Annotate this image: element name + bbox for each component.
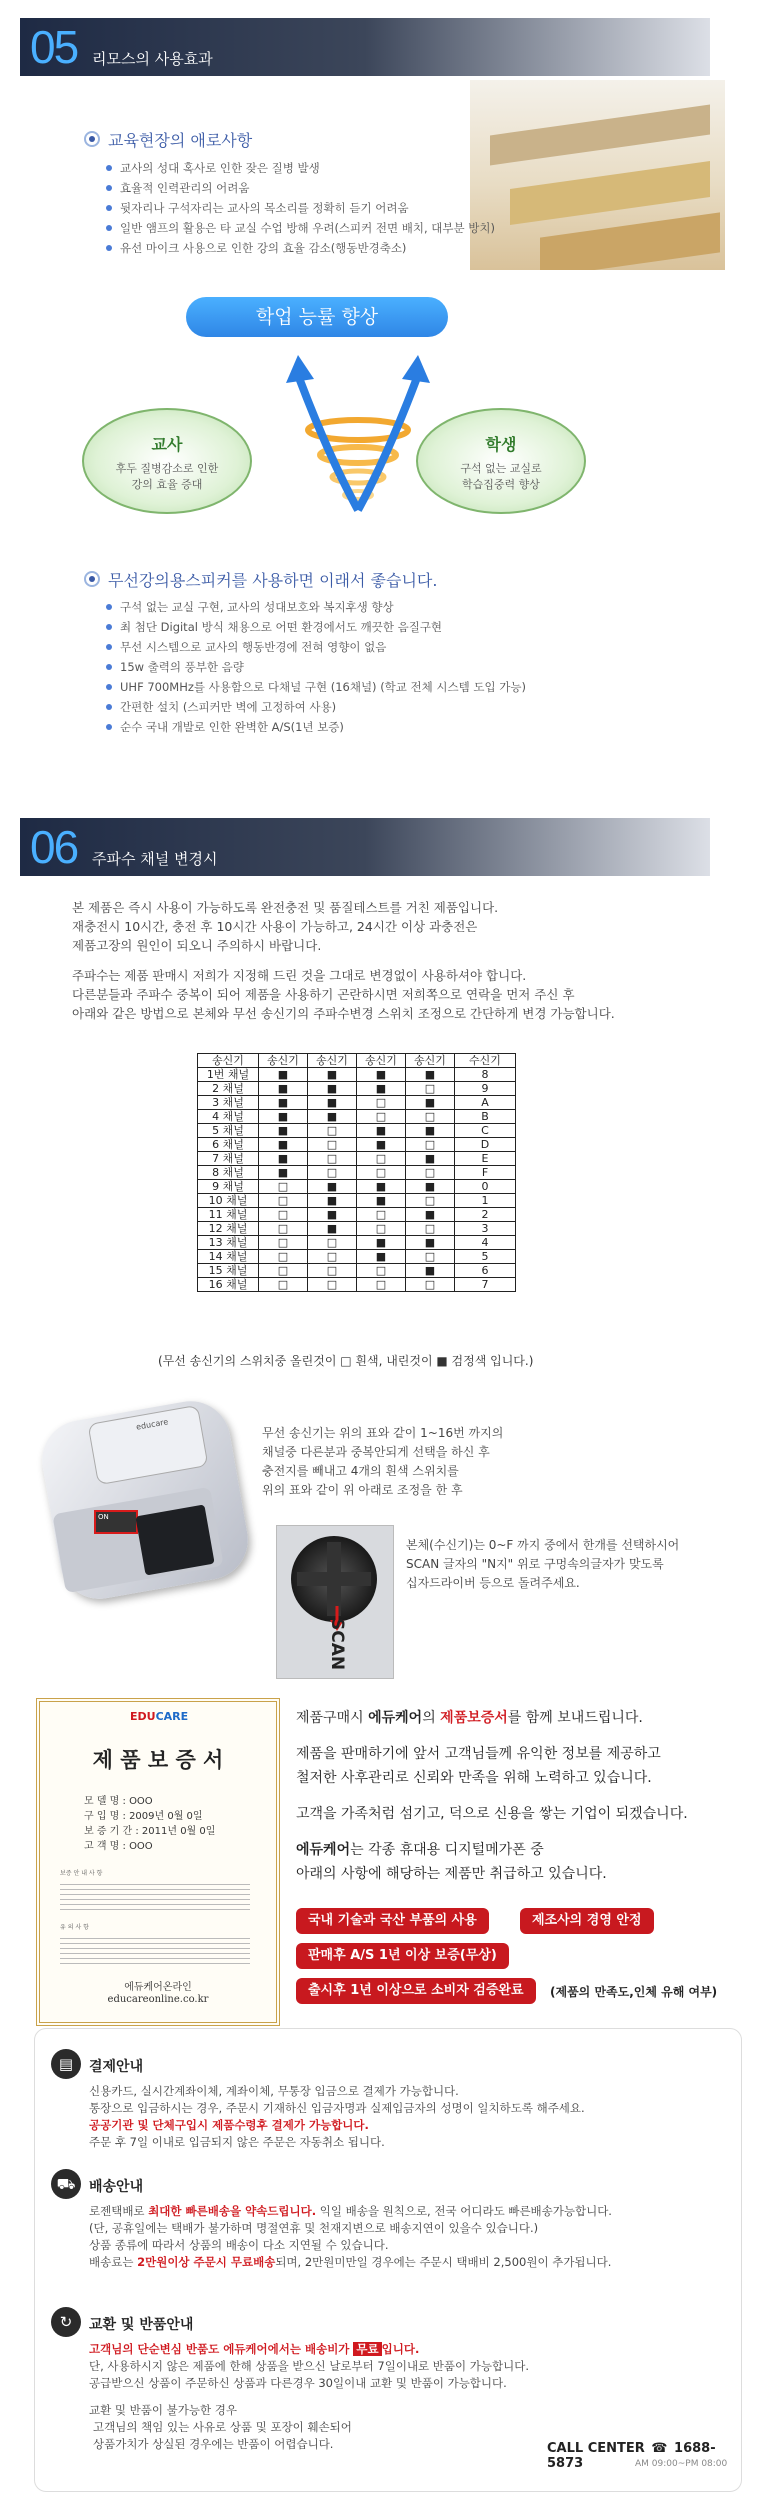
channel-cell: 14 채널 bbox=[198, 1250, 259, 1264]
table-row bbox=[198, 1208, 516, 1222]
channel-cell: 4 채널 bbox=[198, 1110, 259, 1124]
list-item: 간편한 설치 (스피커만 벽에 고정하여 사용) bbox=[106, 697, 526, 717]
device-brand: educare bbox=[135, 1417, 169, 1432]
switch-cell: □ bbox=[357, 1222, 406, 1236]
receiver-cell: 8 bbox=[455, 1068, 516, 1082]
switch-cell: ■ bbox=[259, 1138, 308, 1152]
cert-company: 에듀케어온라인 bbox=[124, 1982, 192, 1993]
table-caption: (무선 송신기의 스위치중 올린것이 □ 흰색, 내린것이 ■ 검정색 입니다.) bbox=[158, 1354, 534, 1368]
col-header: 송신기 bbox=[198, 1054, 259, 1068]
teacher-line2: 강의 효율 증대 bbox=[131, 478, 203, 491]
frequency-table bbox=[197, 1053, 516, 1292]
switch-cell: □ bbox=[406, 1250, 455, 1264]
receiver-cell: 3 bbox=[455, 1222, 516, 1236]
channel-cell: 12 채널 bbox=[198, 1222, 259, 1236]
feature-note: (제품의 만족도,인체 유해 여부) bbox=[550, 1985, 718, 1999]
intro-paragraph-1: 본 제품은 즉시 사용이 가능하도록 완전충전 및 품질테스트를 거친 제품입니다. 재충전시 10시간, 충전 후 10시간 사용이 가능하고, 24시간 이상 과충전은 제품고장의 원인이 되오니 주의하시 바랍니다. bbox=[72, 900, 499, 953]
list-item: 유선 마이크 사용으로 인한 강의 효율 감소(행동반경축소) bbox=[106, 238, 495, 258]
scan-label: SCAN bbox=[327, 1618, 347, 1671]
switch-cell: □ bbox=[357, 1152, 406, 1166]
section-title: 리모스의 사용효과 bbox=[92, 50, 213, 68]
channel-cell: 5 채널 bbox=[198, 1124, 259, 1138]
switch-cell: □ bbox=[259, 1278, 308, 1292]
switch-cell: ■ bbox=[357, 1082, 406, 1096]
cert-section2: 유 의 사 항 bbox=[60, 1924, 89, 1931]
delivery-body: 로젠택배로 최대한 빠른배송을 약속드립니다. 익일 배송을 원칙으로, 전국 어디라도 빠른배송가능합니다. (단, 공휴일에는 택배가 불가하며 명절연휴 및 천재지변으로 배송지연이 있을수 있습니다.) 상품 종류에 따라서 상품의 배송이 다소 지연될 수 있습니다. 배송료는 2만원이상 주문시 무료배송되며, 2만원미만일 경우에는 주문시 택배비 2,500원이 추가됩니다. bbox=[89, 2204, 612, 2269]
teacher-oval bbox=[82, 408, 252, 514]
receiver-cell: 2 bbox=[455, 1208, 516, 1222]
benefits-title: 무선강의용스피커를 사용하면 이래서 좋습니다. bbox=[84, 568, 437, 591]
teacher-title: 교사 bbox=[151, 435, 183, 454]
switch-cell: □ bbox=[357, 1096, 406, 1110]
switch-cell: ■ bbox=[357, 1124, 406, 1138]
switch-cell: ■ bbox=[406, 1152, 455, 1166]
channel-cell: 11 채널 bbox=[198, 1208, 259, 1222]
receiver-cell: 0 bbox=[455, 1180, 516, 1194]
list-item: 최 첨단 Digital 방식 채용으로 어떤 환경에서도 깨끗한 음질구현 bbox=[106, 617, 526, 637]
switch-cell: ■ bbox=[259, 1096, 308, 1110]
switch-cell: □ bbox=[308, 1236, 357, 1250]
receiver-cell: A bbox=[455, 1096, 516, 1110]
switch-cell: ■ bbox=[259, 1166, 308, 1180]
switch-cell: □ bbox=[308, 1166, 357, 1180]
difficulties-list bbox=[106, 158, 495, 258]
warranty-text: 제품구매시 에듀케어의 제품보증서를 함께 보내드립니다. 제품을 판매하기에 앞서 고객님들께 유익한 정보를 제공하고 철저한 사후관리로 신뢰와 만족을 위해 노력하고 있습니다. 고객을 가족처럼 섬기고, 덕으로 신용을 쌓는 기업이 되겠습니다. 에듀케어는 각종 휴대용 디지털메가폰 중 아래의 사항에 해당하는 제품만 취급하고 있습니다. bbox=[296, 1710, 688, 1882]
switch-cell: ■ bbox=[259, 1110, 308, 1124]
payment-body: 신용카드, 실시간계좌이체, 계좌이체, 무통장 입금으로 결제가 가능합니다. 통장으로 입금하시는 경우, 주문시 기재하신 입금자명과 실제입금자의 성명이 일치하도록 해주세요. 공공기관 및 단체구입시 제품수령후 결제가 가능합니다. 주문 후 7일 이내로 입금되지 않은 주문은 자동취소 됩니다. bbox=[89, 2084, 585, 2149]
list-item: 교사의 성대 혹사로 인한 잦은 질병 발생 bbox=[106, 158, 495, 178]
table-row bbox=[198, 1096, 516, 1110]
receiver-cell: 4 bbox=[455, 1236, 516, 1250]
feature-badge-as: 판매후 A/S 1년 이상 보증(무상) bbox=[296, 1943, 509, 1969]
table-row bbox=[198, 1180, 516, 1194]
table-row bbox=[198, 1250, 516, 1264]
receiver-cell: E bbox=[455, 1152, 516, 1166]
channel-cell: 7 채널 bbox=[198, 1152, 259, 1166]
list-item: 15w 출력의 풍부한 음량 bbox=[106, 657, 526, 677]
transmitter-device-image bbox=[40, 1400, 250, 1600]
switch-cell: □ bbox=[357, 1166, 406, 1180]
student-oval bbox=[416, 408, 586, 514]
switch-cell: ■ bbox=[259, 1082, 308, 1096]
intro-paragraph-2: 주파수는 제품 판매시 저희가 지정해 드린 것을 그대로 변경없이 사용하셔야 합니다. 다른분들과 주파수 중복이 되어 제품을 사용하기 곤란하시면 저희쪽으로 연락을 먼저 주신 후 아래와 같은 방법으로 본체와 무선 송신기의 주파수변경 스위치 조정으로 간단하게 변경 가능합니다. bbox=[72, 968, 615, 1021]
col-header: 송신기 bbox=[357, 1054, 406, 1068]
list-item: 효율적 인력관리의 어려움 bbox=[106, 178, 495, 198]
switch-cell: □ bbox=[357, 1278, 406, 1292]
section-number: 05 bbox=[30, 21, 78, 73]
teacher-line1: 후두 질병감소로 인한 bbox=[115, 462, 219, 475]
feature-badge-verified: 출시후 1년 이상으로 소비자 검증완료 bbox=[296, 1978, 536, 2004]
table-header-row bbox=[198, 1054, 516, 1068]
call-hours: AM 09:00~PM 08:00 bbox=[635, 2459, 728, 2469]
switch-cell: □ bbox=[259, 1194, 308, 1208]
receiver-cell: 6 bbox=[455, 1264, 516, 1278]
notice-box bbox=[34, 2028, 742, 2492]
list-item: UHF 700MHz를 사용함으로 다채널 구현 (16채널) (학교 전체 시스템 도입 가능) bbox=[106, 677, 526, 697]
receiver-cell: 1 bbox=[455, 1194, 516, 1208]
switch-cell: ■ bbox=[357, 1138, 406, 1152]
feature-badge-domestic-tech: 국내 기술과 국산 부품의 사용 bbox=[296, 1908, 489, 1934]
channel-cell: 15 채널 bbox=[198, 1264, 259, 1278]
switch-cell: □ bbox=[357, 1264, 406, 1278]
table-row bbox=[198, 1110, 516, 1124]
switch-cell: □ bbox=[308, 1250, 357, 1264]
transmitter-instructions: 무선 송신기는 위의 표와 같이 1~16번 까지의 채널중 다른분과 중복안되게 선택을 하신 후 충전지를 빼내고 4개의 흰색 스위치를 위의 표와 같이 위 아래로 조정을 한 후 bbox=[262, 1426, 504, 1497]
channel-cell: 3 채널 bbox=[198, 1096, 259, 1110]
cert-fields: 모 델 명 : OOO 구 입 명 : 2009년 0월 0일 보 증 기 간 : 2011년 0월 0일 고 객 명 : OOO bbox=[84, 1796, 216, 1852]
switch-cell: ■ bbox=[308, 1222, 357, 1236]
channel-cell: 16 채널 bbox=[198, 1278, 259, 1292]
channel-cell: 1번 채널 bbox=[198, 1068, 259, 1082]
table-row bbox=[198, 1264, 516, 1278]
payment-icon: ▤ bbox=[51, 2049, 81, 2079]
switch-cell: ■ bbox=[357, 1068, 406, 1082]
switch-cell: □ bbox=[357, 1208, 406, 1222]
bullet-icon bbox=[84, 131, 100, 147]
bullet-icon bbox=[84, 571, 100, 587]
channel-cell: 9 채널 bbox=[198, 1180, 259, 1194]
switch-cell: □ bbox=[406, 1222, 455, 1236]
channel-cell: 2 채널 bbox=[198, 1082, 259, 1096]
improvement-pill: 학업 능률 향상 bbox=[186, 297, 448, 337]
cert-url: educareonline.co.kr bbox=[107, 1994, 209, 2005]
switch-cell: □ bbox=[259, 1222, 308, 1236]
switch-cell: □ bbox=[308, 1152, 357, 1166]
section-title: 주파수 채널 변경시 bbox=[92, 850, 218, 868]
benefits-list bbox=[106, 597, 526, 737]
switch-cell: ■ bbox=[259, 1068, 308, 1082]
table-row bbox=[198, 1194, 516, 1208]
cert-logo: EDUCARE bbox=[130, 1710, 189, 1723]
table-row bbox=[198, 1222, 516, 1236]
switch-cell: ■ bbox=[308, 1208, 357, 1222]
switch-cell: □ bbox=[259, 1250, 308, 1264]
switch-cell: ■ bbox=[308, 1082, 357, 1096]
receiver-cell: 7 bbox=[455, 1278, 516, 1292]
channel-cell: 10 채널 bbox=[198, 1194, 259, 1208]
exchange-icon: ↻ bbox=[51, 2307, 81, 2337]
switch-cell: □ bbox=[308, 1264, 357, 1278]
table-row bbox=[198, 1082, 516, 1096]
switch-cell: ■ bbox=[406, 1068, 455, 1082]
cert-section1: 보증 안 내 사 항 bbox=[60, 1870, 103, 1877]
switch-cell: ■ bbox=[406, 1236, 455, 1250]
classroom-image bbox=[470, 80, 725, 270]
list-item: 일반 앰프의 활용은 타 교실 수업 방해 우려(스피커 전면 배치, 대부분 방치) bbox=[106, 218, 495, 238]
receiver-cell: F bbox=[455, 1166, 516, 1180]
receiver-cell: C bbox=[455, 1124, 516, 1138]
receiver-cell: D bbox=[455, 1138, 516, 1152]
switch-cell: ■ bbox=[406, 1208, 455, 1222]
payment-title: 결제안내 bbox=[89, 2059, 144, 2075]
switch-cell: □ bbox=[406, 1166, 455, 1180]
list-item: 무선 시스템으로 교사의 행동반경에 전혀 영향이 없음 bbox=[106, 637, 526, 657]
section-06-header bbox=[20, 818, 710, 876]
switch-cell: ■ bbox=[308, 1068, 357, 1082]
phone-icon: ☎ bbox=[651, 2441, 668, 2456]
list-item: 뒷자리나 구석자리는 교사의 목소리를 정확히 듣기 어려움 bbox=[106, 198, 495, 218]
exchange-title: 교환 및 반품안내 bbox=[89, 2317, 194, 2333]
table-row bbox=[198, 1138, 516, 1152]
switch-cell: ■ bbox=[357, 1194, 406, 1208]
table-row bbox=[198, 1152, 516, 1166]
receiver-cell: B bbox=[455, 1110, 516, 1124]
switch-cell: ■ bbox=[259, 1152, 308, 1166]
list-item: 순수 국내 개발로 인한 완벽한 A/S(1년 보증) bbox=[106, 717, 526, 737]
table-row bbox=[198, 1278, 516, 1292]
switch-cell: ■ bbox=[259, 1124, 308, 1138]
table-row bbox=[198, 1124, 516, 1138]
student-line1: 구석 없는 교실로 bbox=[460, 462, 542, 475]
switch-cell: □ bbox=[406, 1082, 455, 1096]
switch-cell: □ bbox=[406, 1278, 455, 1292]
table-row bbox=[198, 1068, 516, 1082]
col-header: 송신기 bbox=[259, 1054, 308, 1068]
switch-cell: □ bbox=[308, 1124, 357, 1138]
call-phone: 1688-5873 bbox=[547, 2441, 716, 2471]
col-header: 송신기 bbox=[406, 1054, 455, 1068]
switch-cell: □ bbox=[259, 1236, 308, 1250]
switch-cell: □ bbox=[406, 1110, 455, 1124]
feature-badge-stable: 제조사의 경영 안정 bbox=[520, 1908, 654, 1934]
switch-cell: ■ bbox=[308, 1096, 357, 1110]
section-05-header bbox=[20, 18, 710, 76]
col-header: 수신기 bbox=[455, 1054, 516, 1068]
switch-cell: ■ bbox=[357, 1236, 406, 1250]
table-row bbox=[198, 1166, 516, 1180]
delivery-truck-icon: ⛟ bbox=[51, 2169, 81, 2199]
col-header: 송신기 bbox=[308, 1054, 357, 1068]
section-number: 06 bbox=[30, 821, 78, 873]
student-line2: 학습집중력 향상 bbox=[462, 478, 540, 491]
switch-cell: □ bbox=[308, 1138, 357, 1152]
receiver-cell: 5 bbox=[455, 1250, 516, 1264]
switch-cell: □ bbox=[357, 1110, 406, 1124]
switch-cell: □ bbox=[406, 1138, 455, 1152]
switch-label: ON bbox=[98, 1513, 109, 1521]
receiver-cell: 9 bbox=[455, 1082, 516, 1096]
list-item: 구석 없는 교실 구현, 교사의 성대보호와 복지후생 향상 bbox=[106, 597, 526, 617]
exchange-body: 고객님의 단순변심 반품도 에듀케어에서는 배송비가 무료 입니다. 단, 사용하시지 않은 제품에 한해 상품을 받으신 날로부터 7일이내로 반품이 가능합니다. 공급받으신 상품이 주문하신 상품과 다른경우 30일이내 교환 및 반품이 가능합니다. 교환 및 반품이 불가능한 경우 고객님의 책임 있는 사유로 상품 및 포장이 훼손되어 상품가치가 상실된 경우에는 반품이 어렵습니다. bbox=[89, 2342, 529, 2451]
switch-cell: ■ bbox=[357, 1180, 406, 1194]
switch-cell: ■ bbox=[308, 1194, 357, 1208]
call-center: CALL CENTER ☎ 1688-5873 bbox=[547, 2441, 716, 2471]
switch-cell: ■ bbox=[406, 1264, 455, 1278]
switch-cell: ■ bbox=[308, 1110, 357, 1124]
switch-cell: ■ bbox=[406, 1124, 455, 1138]
difficulties-title: 교육현장의 애로사항 bbox=[84, 128, 252, 151]
switch-cell: ■ bbox=[308, 1180, 357, 1194]
switch-cell: □ bbox=[259, 1208, 308, 1222]
table-row bbox=[198, 1236, 516, 1250]
switch-cell: □ bbox=[259, 1264, 308, 1278]
channel-cell: 13 채널 bbox=[198, 1236, 259, 1250]
channel-cell: 8 채널 bbox=[198, 1166, 259, 1180]
channel-cell: 6 채널 bbox=[198, 1138, 259, 1152]
cert-title: 제 품 보 증 서 bbox=[92, 1747, 224, 1772]
switch-cell: ■ bbox=[406, 1096, 455, 1110]
delivery-title: 배송안내 bbox=[89, 2179, 144, 2195]
warranty-certificate bbox=[36, 1698, 280, 2026]
scan-dial-image bbox=[276, 1525, 394, 1679]
receiver-instructions: 본체(수신기)는 0~F 까지 중에서 한개를 선택하시어 SCAN 글자의 "N지" 위로 구멍속의글자가 맞도록 십자드라이버 등으로 돌려주세요. bbox=[406, 1538, 680, 1590]
switch-cell: ■ bbox=[357, 1250, 406, 1264]
switch-cell: □ bbox=[308, 1278, 357, 1292]
switch-cell: □ bbox=[406, 1194, 455, 1208]
student-title: 학생 bbox=[485, 435, 517, 454]
switch-cell: □ bbox=[259, 1180, 308, 1194]
switch-cell: ■ bbox=[406, 1180, 455, 1194]
